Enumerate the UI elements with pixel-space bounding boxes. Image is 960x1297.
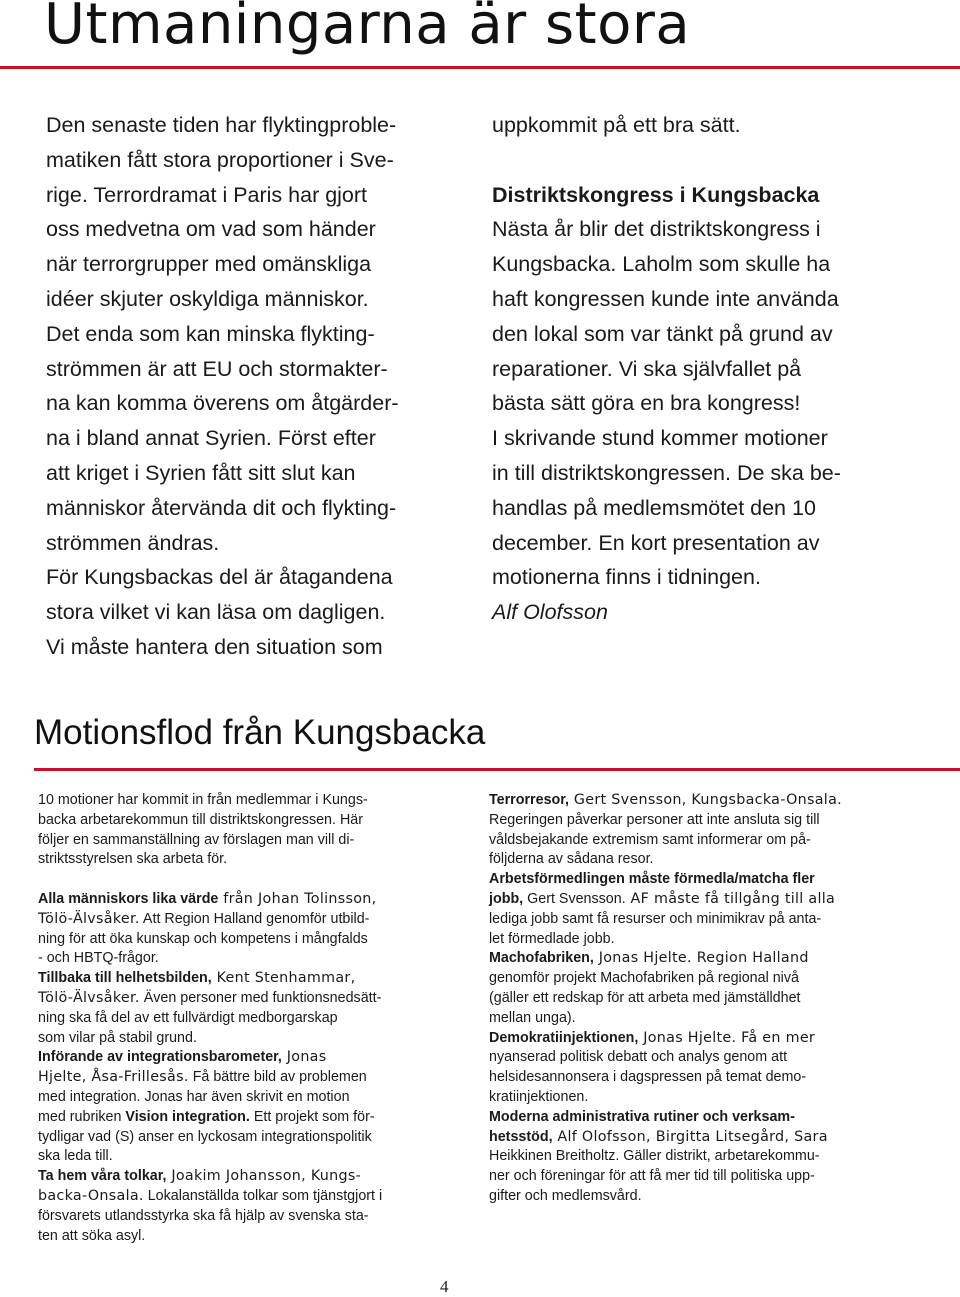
motion-line: ning för att öka kunskap och kompetens i mångfalds [38, 930, 368, 947]
motion-author: Jonas Hjelte. [593, 950, 692, 967]
motion-line: helsidesannonsera i dagspressen på temat demo- [489, 1069, 807, 1086]
body-line: människor återvända dit och flykting- [46, 495, 397, 520]
motion-line [38, 1108, 468, 1128]
motion-author: Jonas Hjelte. [638, 1029, 737, 1046]
motion-text: Ett projekt som för- [249, 1108, 375, 1125]
motion-title: Tillbaka till helhetsbilden, [38, 970, 212, 987]
body-line: den lokal som var tänkt på grund av [492, 321, 833, 346]
motion-line: våldsbejakande extremism samt informerar om på- [489, 831, 811, 848]
motion-title-line [489, 791, 909, 811]
title-rule [0, 66, 960, 69]
intro-line: backa arbetarekommun till distriktskongressen. Här [38, 811, 363, 828]
motion-author: Alf Olofsson, Birgitta Litsegård, Sara [552, 1128, 828, 1145]
body-line: strömmen är att EU och stormakter- [46, 356, 388, 381]
motion-line: med integration. Jonas har även skrivit en motion [38, 1088, 350, 1105]
motion-line: ten att söka asyl. [38, 1227, 146, 1244]
motion-line: - och HBTQ-frågor. [38, 950, 159, 967]
intro-line: striktsstyrelsen ska arbeta för. [38, 851, 228, 868]
motion-author: Jonas [281, 1049, 327, 1066]
motion-line [38, 989, 468, 1009]
motion-text: Att Region Halland genomför utbild- [139, 910, 370, 927]
body-line: strömmen ändras. [46, 530, 220, 555]
body-line: reparationer. Vi ska självfallet på [492, 356, 802, 381]
motion-line: försvarets utlandsstyrka ska få hjälp av svenska sta- [38, 1207, 369, 1224]
motion-title-line [489, 949, 909, 969]
motion-line: (gäller ett redskap för att arbeta med jämställdhet [489, 989, 801, 1006]
motion-title: hetsstöd, [489, 1128, 553, 1145]
motion-title: Moderna administrativa rutiner och verksam- [489, 1108, 795, 1125]
motion-text: AF måste få tillgång till alla [625, 890, 836, 907]
section-title: Motionsflod från Kungsbacka [34, 713, 486, 752]
motion-line [38, 1068, 468, 1088]
paragraph-gap [38, 870, 468, 890]
motion-title-line [38, 1048, 468, 1068]
motion-text: Få en mer [736, 1029, 816, 1046]
article-column-2 [492, 108, 932, 630]
motion-title: jobb, [489, 890, 524, 907]
motion-line: kratiinjektionen. [489, 1088, 589, 1105]
article-column-1 [46, 108, 466, 665]
motion-text: Få bättre bild av problemen [188, 1069, 367, 1086]
motion-line: genomför projekt Machofabriken på regional nivå [489, 970, 799, 987]
motion-title: Ta hem våra tolkar, [38, 1168, 167, 1185]
motion-line: ska leda till. [38, 1148, 113, 1165]
motion-line: Heikkinen Breitholtz. Gäller distrikt, arbetarekommu- [489, 1148, 820, 1165]
paragraph-gap [492, 143, 932, 178]
body-line: när terrorgrupper med omänskliga [46, 252, 372, 277]
intro-line: 10 motioner har kommit in från medlemmar i Kungs- [38, 792, 368, 808]
body-line: Kungsbacka. Laholm som skulle ha [492, 252, 831, 277]
section-rule [34, 768, 960, 771]
motion-line: som vilar på stabil grund. [38, 1029, 197, 1046]
body-line: Det enda som kan minska flykting- [46, 321, 375, 346]
motion-title: Införande av integrationsbarometer, [38, 1049, 282, 1066]
motion-title-line [38, 1167, 468, 1187]
motion-author: Gert Svensson. [523, 890, 626, 907]
body-line: att kriget i Syrien fått sitt slut kan [46, 460, 356, 485]
body-line: motionerna finns i tidningen. [492, 565, 761, 590]
body-line: na kan komma överens om åtgärder- [46, 391, 399, 416]
body-line: rige. Terrordramat i Paris har gjort [46, 182, 368, 207]
intro-line: följer en sammanställning av förslagen man vill di- [38, 831, 355, 848]
body-line: I skrivande stund kommer motioner [492, 426, 828, 451]
body-line: bästa sätt göra en bra kongress! [492, 391, 801, 416]
motion-line: gifter och medlemsvård. [489, 1187, 642, 1204]
body-line: in till distriktskongressen. De ska be- [492, 460, 841, 485]
page-number: 4 [440, 1277, 449, 1296]
body-line: För Kungsbackas del är åtagandena [46, 565, 393, 590]
motion-line: tydligar vad (S) anser en lyckosam integrationspolitik [38, 1128, 372, 1145]
motion-title: Terrorresor, [489, 792, 569, 808]
body-line: Vi måste hantera den situation som [46, 634, 383, 659]
motion-line: lediga jobb samt få resurser och minimikrav på anta- [489, 910, 822, 927]
motion-title-line [38, 890, 468, 910]
motion-line: mellan unga). [489, 1009, 576, 1026]
body-line: matiken fått stora proportioner i Sve- [46, 147, 394, 172]
body-line: Nästa år blir det distriktskongress i [492, 217, 821, 242]
motion-line [489, 890, 909, 910]
motion-title-line [489, 870, 909, 890]
motion-line: Regeringen påverkar personer att inte ansluta sig till [489, 811, 820, 828]
motion-author: Joakim Johansson, Kungs- [166, 1168, 362, 1185]
motion-text: Region Halland [691, 950, 809, 967]
motion-line: ner och föreningar för att få mer tid till politiska upp- [489, 1168, 815, 1185]
motion-line: följderna av sådana resor. [489, 851, 654, 868]
motion-line: ning ska få del av ett fullvärdigt medborgarskap [38, 1009, 338, 1026]
motion-line [38, 910, 468, 930]
motion-line [38, 1187, 468, 1207]
author-signature: Alf Olofsson [492, 600, 608, 625]
body-line: idéer skjuter oskyldiga människor. [46, 286, 369, 311]
motion-title: Arbetsförmedlingen måste förmedla/matcha fler [489, 871, 815, 888]
article-title: Utmaningarna är stora [44, 0, 691, 57]
motion-author: Kent Stenhammar, [211, 970, 356, 987]
motion-title: Alla människors lika värde [38, 890, 219, 907]
body-line: uppkommit på ett bra sätt. [492, 113, 741, 137]
motions-column-2 [489, 791, 909, 1207]
body-line: handlas på medlemsmötet den 10 [492, 495, 816, 520]
motion-author: från Johan Tolinsson, [218, 890, 377, 907]
motion-title-line [489, 1029, 909, 1049]
motion-author-place: Tölö-Älvsåker. [38, 910, 140, 927]
motion-line [489, 1128, 909, 1148]
section-heading: Distriktskongress i Kungsbacka [492, 182, 820, 207]
motion-title-line [38, 969, 468, 989]
body-line: Den senaste tiden har flyktingproble- [46, 113, 397, 137]
motion-text: med rubriken [38, 1108, 126, 1125]
motion-title: Demokratiinjektionen, [489, 1029, 639, 1046]
motion-author-place: Tölö-Älvsåker. [38, 989, 140, 1006]
body-line: december. En kort presentation av [492, 530, 820, 555]
motion-author-place: backa-Onsala. [38, 1187, 144, 1204]
body-line: oss medvetna om vad som händer [46, 217, 376, 242]
body-line: stora vilket vi kan läsa om dagligen. [46, 600, 386, 625]
motion-text: Även personer med funktionsnedsätt- [139, 989, 382, 1006]
motion-subtitle: Vision integration. [125, 1108, 250, 1125]
motion-title: Machofabriken, [489, 950, 594, 967]
motion-title-line [489, 1108, 909, 1128]
motion-line: let förmedlade jobb. [489, 930, 615, 947]
motion-author-place: Hjelte, Åsa-Frillesås. [38, 1069, 189, 1086]
body-line: na i bland annat Syrien. Först efter [46, 426, 376, 451]
body-line: haft kongressen kunde inte använda [492, 286, 839, 311]
motion-text: Lokalanställda tolkar som tjänstgjort i [143, 1187, 383, 1204]
motions-column-1 [38, 791, 468, 1246]
motion-author: Gert Svensson, Kungsbacka-Onsala. [569, 792, 842, 808]
motion-line: nyanserad politisk debatt och analys genom att [489, 1049, 788, 1066]
